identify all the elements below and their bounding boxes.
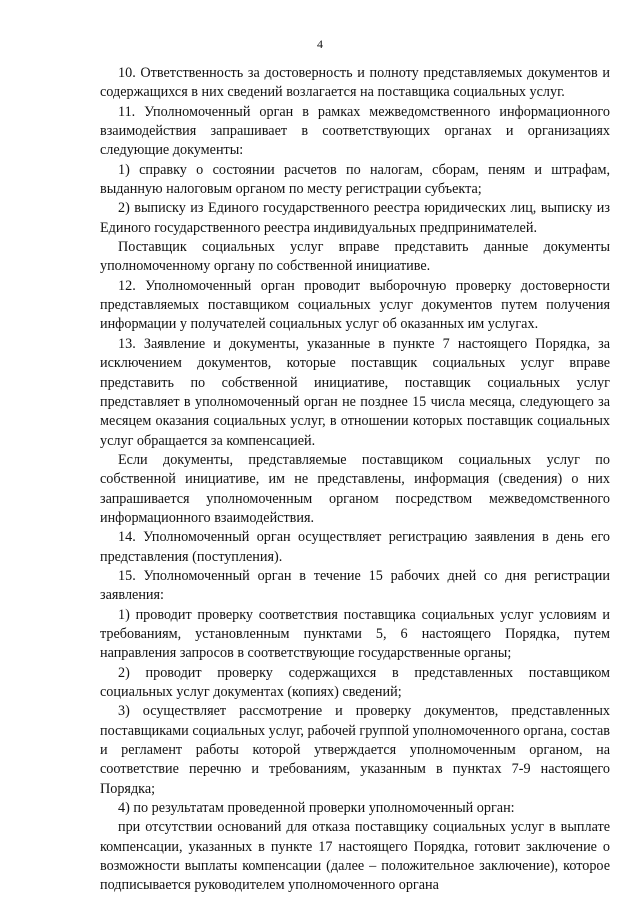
paragraph-13: 13. Заявление и документы, указанные в пункте 7 настоящего Порядка, за исключением документов, которые поставщик социальных услуг вправе представить по собственной инициативе, поставщик социальных услуг представляет в уполномоченный орган не позднее 15 числа месяца, следующего за месяцем оказания социальных услуг, в отношении которых поставщик социальных услуг обращается за компенсацией. (100, 335, 610, 449)
paragraph-13-note: Если документы, представляемые поставщиком социальных услуг по собственной инициативе, им не представлены, информация (сведения) о них запрашивается уполномоченным органом посредством межведомственного информационного взаимодействия. (100, 451, 610, 526)
paragraph-15: 15. Уполномоченный орган в течение 15 рабочих дней со дня регистрации заявления: (100, 567, 610, 604)
paragraph-15-item-4-sub: при отсутствии оснований для отказа поставщику социальных услуг в выплате компенсации, указанных в пункте 17 настоящего Порядка, готовит заключение о возможности выплаты компенсации (далее – положительное заключение), которое подписывается руководителем уполномоченного органа (100, 819, 610, 894)
paragraph-14: 14. Уполномоченный орган осуществляет регистрацию заявления в день его представления (поступления). (100, 529, 610, 565)
paragraph-10: 10. Ответственность за достоверность и полноту представляемых документов и содержащихся в них сведений возлагается на поставщика социальных услуг. (100, 65, 610, 101)
paragraph-15-item-1: 1) проводит проверку соответствия поставщика социальных услуг условиям и требованиям, установленным пунктами 5, 6 настоящего Порядка, путем направления запросов в соответствующие государственные органы; (100, 606, 610, 662)
paragraph-11-item-2: 2) выписку из Единого государственного реестра юридических лиц, выписку из Единого государственного реестра индивидуальных предпринимателей. (100, 200, 610, 236)
paragraph-15-item-3: 3) осуществляет рассмотрение и проверку документов, представленных поставщиками социальных услуг, рабочей группой уполномоченного органа, состав и регламент работы которой утверждается уполномоченным органом, на соответствие перечню и требованиям, указанным в пунктах 7-9 настоящего Порядка; (100, 703, 610, 797)
paragraph-11: 11. Уполномоченный орган в рамках межведомственного информационного взаимодействия запрашивает в соответствующих органах и организациях следующие документы: (100, 103, 610, 159)
paragraph-11-item-1: 1) справку о состоянии расчетов по налогам, сборам, пеням и штрафам, выданную налоговым органом по месту регистрации субъекта; (100, 161, 610, 198)
paragraph-15-item-4: 4) по результатам проведенной проверки уполномоченный орган: (118, 800, 515, 817)
paragraph-15-item-2: 2) проводит проверку содержащихся в представленных поставщиком социальных услуг документах (копиях) сведений; (100, 664, 610, 700)
document-body (100, 64, 610, 896)
paragraph-11-note: Поставщик социальных услуг вправе представить данные документы уполномоченному органу по собственной инициативе. (100, 239, 610, 275)
paragraph-12: 12. Уполномоченный орган проводит выборочную проверку достоверности представляемых поставщиком социальных услуг документов путем получения информации у получателей социальных услуг об оказанных им услугах. (100, 277, 610, 333)
page-number: 4 (317, 37, 323, 51)
